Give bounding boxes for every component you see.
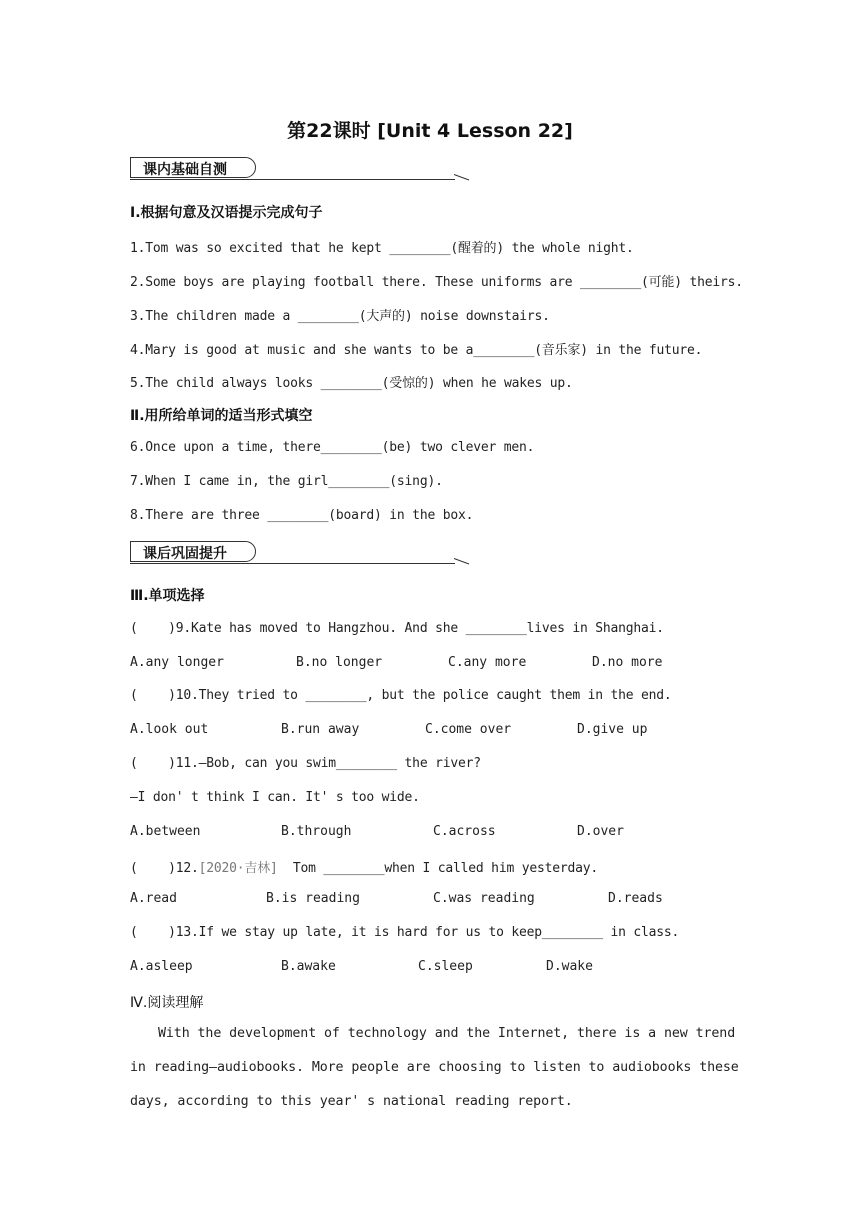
question-12	[130, 857, 598, 876]
option-b: B.awake	[281, 959, 336, 974]
option-b: B.is reading	[266, 891, 360, 906]
option-b: B.no longer	[296, 655, 383, 670]
question-11-reply: —I don' t think I can. It' s too wide.	[130, 790, 420, 805]
question-11: ( )11.—Bob, can you swim________ the river?	[130, 756, 481, 771]
question-text: Tom ________when I called him yesterday.	[277, 861, 598, 876]
option-b: B.run away	[281, 722, 360, 737]
option-d: D.reads	[608, 891, 663, 906]
option-a: A.asleep	[130, 959, 193, 974]
question-13: ( )13.If we stay up late, it is hard for us to keep________ in class.	[130, 925, 680, 940]
question-10: ( )10.They tried to ________, but the police caught them in the end.	[130, 688, 672, 703]
question-8: 8.There are three ________(board) in the box.	[130, 508, 474, 523]
page-title: 第22课时 [Unit 4 Lesson 22]	[287, 120, 573, 142]
section-heading-1: Ⅰ.根据句意及汉语提示完成句子	[130, 205, 323, 221]
option-d: D.wake	[546, 959, 593, 974]
option-d: D.over	[577, 824, 624, 839]
option-c: C.across	[433, 824, 496, 839]
divider-tick	[454, 174, 469, 180]
question-7: 7.When I came in, the girl________(sing).	[130, 474, 443, 489]
reading-passage: With the development of technology and the Internet, there is a new trend in reading—audiobooks. More people are choosing to listen to audiobooks these days, according to this year' s national reading report.	[130, 1026, 739, 1109]
option-d: D.give up	[577, 722, 648, 737]
divider	[130, 179, 455, 180]
tab-label: 课内基础自测	[143, 162, 227, 178]
question-number: ( )12.	[130, 861, 199, 876]
question-2: 2.Some boys are playing football there. These uniforms are ________(可能) theirs.	[130, 275, 743, 290]
option-d: D.no more	[592, 655, 663, 670]
question-4: 4.Mary is good at music and she wants to be a________(音乐家) in the future.	[130, 343, 703, 358]
option-a: A.look out	[130, 722, 209, 737]
question-1: 1.Tom was so excited that he kept ________(醒着的) the whole night.	[130, 241, 634, 256]
option-c: C.any more	[448, 655, 527, 670]
question-5: 5.The child always looks ________(受惊的) when he wakes up.	[130, 376, 573, 391]
option-c: C.sleep	[418, 959, 473, 974]
option-c: C.was reading	[433, 891, 535, 906]
option-a: A.any longer	[130, 655, 224, 670]
option-a: A.read	[130, 891, 177, 906]
option-a: A.between	[130, 824, 201, 839]
section-heading-2: Ⅱ.用所给单词的适当形式填空	[130, 408, 313, 424]
section-heading-3: Ⅲ.单项选择	[130, 588, 205, 604]
section-heading-4: Ⅳ.阅读理解	[130, 995, 204, 1011]
tab-label: 课后巩固提升	[143, 546, 227, 562]
option-b: B.through	[281, 824, 352, 839]
exam-source: [2020·吉林]	[198, 861, 278, 876]
question-6: 6.Once upon a time, there________(be) two clever men.	[130, 440, 535, 455]
question-3: 3.The children made a ________(大声的) noise downstairs.	[130, 309, 550, 324]
divider-tick	[454, 558, 469, 564]
question-9: ( )9.Kate has moved to Hangzhou. And she ________lives in Shanghai.	[130, 621, 664, 636]
option-c: C.come over	[425, 722, 512, 737]
divider	[130, 563, 455, 564]
